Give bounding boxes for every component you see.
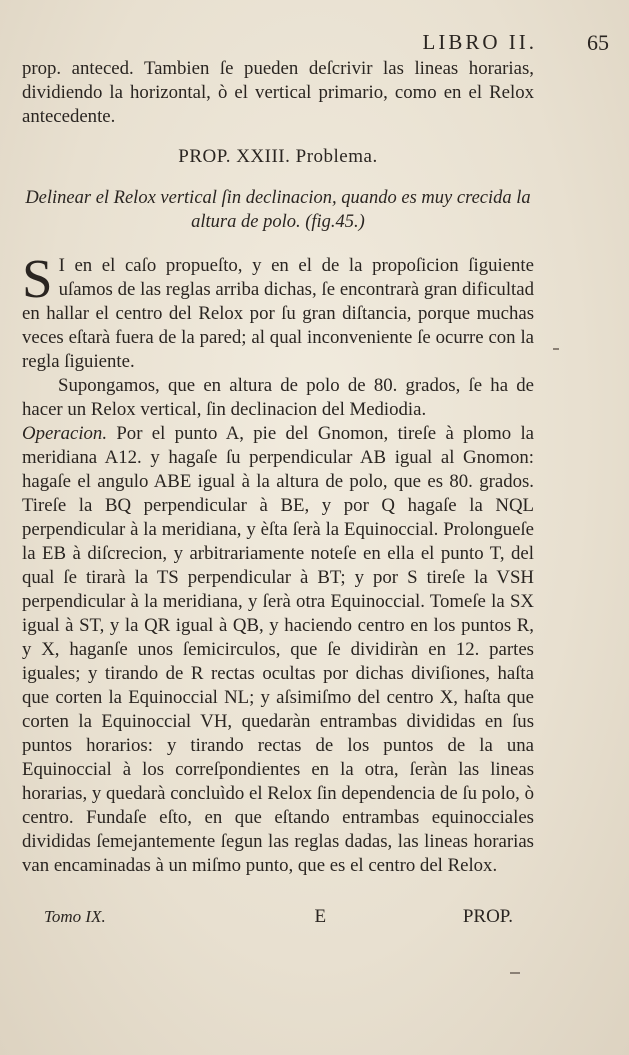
drop-cap: S [22,248,53,309]
paragraph-3-text: Por el punto A, pie del Gnomon, tireſe à plomo la meridiana A12. y hagaſe ſu perpendicular AB igual al Gnomon: hagaſe el angulo ABE igual à la altura de polo, que es 80. grados. Tireſe la BQ perpendicular à BE, y por Q hagaſe la NQL perpendicular à la meridiana, y èſta ſerà la Equinoccial. Prolongueſe la EB à diſcrecion, y arbitrariamente noteſe en ella el punto T, del qual ſe tirarà la TS perpendicular à BT; y por S tireſe la VSH perpendicular à la meridiana, y ſerà otra Equinoccial. Tomeſe la SX igual à ST, y la QR igual à QB, y haciendo centro en los puntos R, y X, haganſe unos ſemicirculos, que ſe dividiràn en 12. partes iguales; y tirando de R rectas ocultas por dichas diviſiones, haſta que corten la Equinoccial NL; y aſsimiſmo del centro X, haſta que corten la Equinoccial VH, quedaràn entrambas divididas en ſus puntos horarios: y tirando rectas de los puntos de la una Equinoccial à los correſpondientes en la otra, ſeràn las lineas horarias, y quedarà concluìdo el Relox ſin dependencia de ſu polo, ò centro. Fundaſe eſto, en que eſtando entrambas equinocciales divididas ſemejantemente ſegun las reglas dadas, las lineas horarias van encaminadas à un miſmo punto, que es el centro del Relox. [22,423,534,876]
running-title: LIBRO II. [422,30,537,54]
continuation-paragraph [22,57,534,129]
page-header [22,30,609,55]
volume-label: Tomo IX. [44,907,106,926]
catchword: PROP. [462,906,513,927]
margin-speck [553,348,559,350]
paragraph-1-text: I en el caſo propueſto, y en el de la propoſicion ſiguiente uſamos de las reglas arriba dichas, ſe encontrarà gran dificultad en hallar el centro del Relox por ſu gran diſtancia, porque muchas veces eſtarà fuera de la pared; al qual inconveniente ſe ocurre con la regla ſiguiente. [22,255,534,372]
paragraph-2: Supongamos, que en altura de polo de 80. grados, ſe ha de hacer un Relox vertical, ſin declinacion del Mediodia. [22,375,534,420]
paragraph-3 [22,422,534,878]
page-number: 65 [587,30,609,55]
main-text [22,248,534,878]
proposition-statement: Delinear el Relox vertical ſin declinacion, quando es muy crecida la altura de polo. (fig.45.) [25,188,531,232]
continuation-text: prop. anteced. Tambien ſe pueden deſcrivir las lineas horarias, dividiendo la horizontal, ò el vertical primario, como en el Relox antecedente. [22,58,534,127]
operation-label: Operacion. [22,423,108,444]
paragraph-1 [22,248,534,374]
margin-speck [510,972,520,974]
signature-mark: E [314,906,327,927]
proposition-title: PROP. XXIII. Problema. [178,146,378,167]
page-footer [44,906,513,928]
